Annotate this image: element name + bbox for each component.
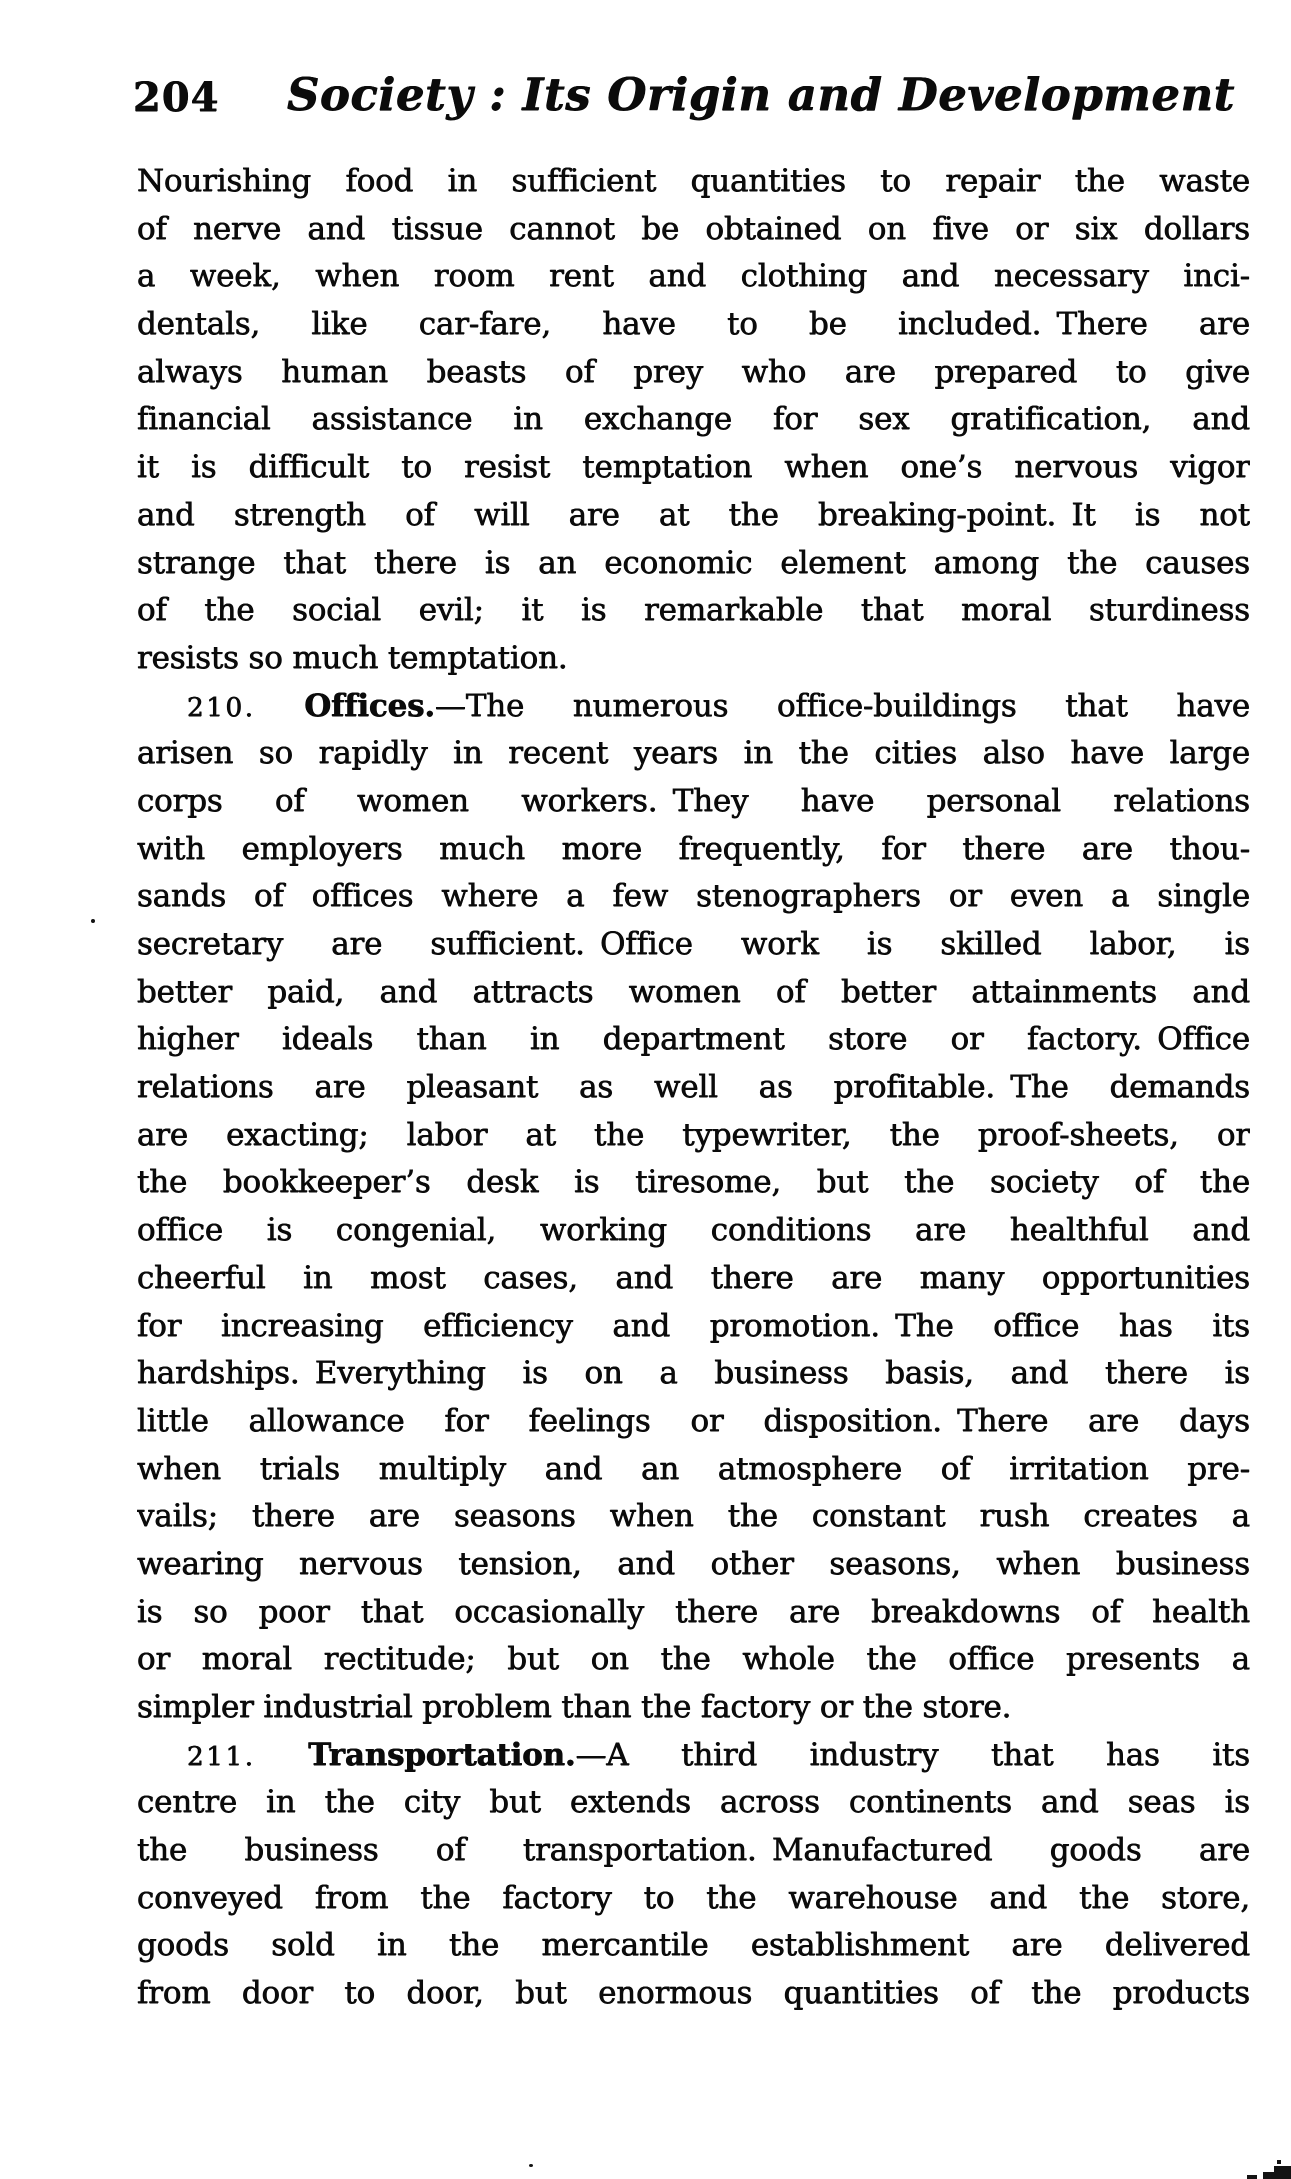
text-line: when trials multiply and an atmosphere of irritation pre-	[137, 1450, 1250, 1487]
text-line: it is difficult to resist temptation when one’s nervous vigor	[137, 449, 1250, 486]
body-text	[137, 158, 1250, 2018]
text-line: of nerve and tissue cannot be obtained on five or six dollars	[137, 210, 1250, 247]
text-line: simpler industrial problem than the factory or the store.	[137, 1689, 1012, 1725]
text-line: secretary are sufficient. Office work is skilled labor, is	[137, 926, 1250, 962]
text-line: strange that there is an economic element among the causes	[137, 544, 1250, 581]
text-line: with employers much more frequently, for there are thou-	[137, 830, 1250, 867]
page-number: 204	[133, 74, 220, 121]
text-line: the bookkeeper’s desk is tiresome, but the society of the	[137, 1164, 1250, 1201]
text-line: corps of women workers. They have personal relations	[137, 782, 1250, 819]
ink-speck	[529, 2164, 533, 2167]
scan-artifact	[1247, 2175, 1257, 2179]
scan-artifact	[1277, 2160, 1281, 2164]
section-heading: Offices.	[304, 687, 436, 724]
text-line: relations are pleasant as well as profitable. The demands	[137, 1069, 1250, 1106]
text-line: Nourishing food in sufficient quantities to repair the waste	[137, 163, 1250, 199]
text-line: always human beasts of prey who are prepared to give	[137, 353, 1250, 390]
paragraph	[137, 158, 1250, 683]
text-line: a week, when room rent and clothing and necessary inci-	[137, 258, 1250, 295]
text-line: little allowance for feelings or disposition. There are days	[137, 1402, 1250, 1439]
section-heading: Transportation.	[308, 1736, 576, 1773]
text-line: wearing nervous tension, and other seasons, when business	[137, 1545, 1250, 1582]
text-line: better paid, and attracts women of better attainments and	[137, 973, 1250, 1010]
text-line: are exacting; labor at the typewriter, the proof-sheets, or	[137, 1116, 1250, 1153]
text-line: conveyed from the factory to the warehouse and the store,	[137, 1879, 1250, 1916]
text-line: financial assistance in exchange for sex gratification, and	[137, 401, 1250, 438]
running-title: Society : Its Origin and Development	[287, 68, 1236, 121]
text-line: arisen so rapidly in recent years in the cities also have large	[137, 735, 1250, 772]
text-line: from door to door, but enormous quantities of the products	[137, 1975, 1250, 2012]
text-line: cheerful in most cases, and there are many opportunities	[137, 1259, 1250, 1296]
text-line: 210. Offices.—The numerous office-buildings that have	[187, 687, 1250, 724]
paragraph	[137, 683, 1250, 1732]
section-number: 210.	[187, 692, 256, 723]
text-line: goods sold in the mercantile establishment are delivered	[137, 1927, 1250, 1964]
text-line: sands of offices where a few stenographers or even a single	[137, 878, 1250, 915]
text-line: centre in the city but extends across continents and seas is	[137, 1784, 1250, 1821]
section-number: 211.	[187, 1741, 256, 1772]
text-line: for increasing efficiency and promotion. The office has its	[137, 1307, 1250, 1344]
scan-artifact	[1274, 2166, 1291, 2179]
text-line: and strength of will are at the breaking-point. It is not	[137, 496, 1250, 533]
text-line: the business of transportation. Manufactured goods are	[137, 1832, 1250, 1869]
text-line: vails; there are seasons when the constant rush creates a	[137, 1498, 1250, 1535]
text-line: or moral rectitude; but on the whole the office presents a	[137, 1641, 1250, 1678]
text-line: higher ideals than in department store or factory. Office	[137, 1021, 1250, 1058]
text-line: dentals, like car-fare, have to be included. There are	[137, 306, 1250, 343]
text-line: is so poor that occasionally there are breakdowns of health	[137, 1593, 1250, 1630]
ink-speck	[91, 919, 95, 923]
text-line: 211. Transportation.—A third industry that has its	[187, 1736, 1250, 1773]
text-line: of the social evil; it is remarkable that moral sturdiness	[137, 592, 1250, 629]
paragraph	[137, 1732, 1250, 2018]
text-line: office is congenial, working conditions are healthful and	[137, 1212, 1250, 1249]
text-line: resists so much temptation.	[137, 639, 568, 676]
text-line: hardships. Everything is on a business basis, and there is	[137, 1355, 1250, 1392]
